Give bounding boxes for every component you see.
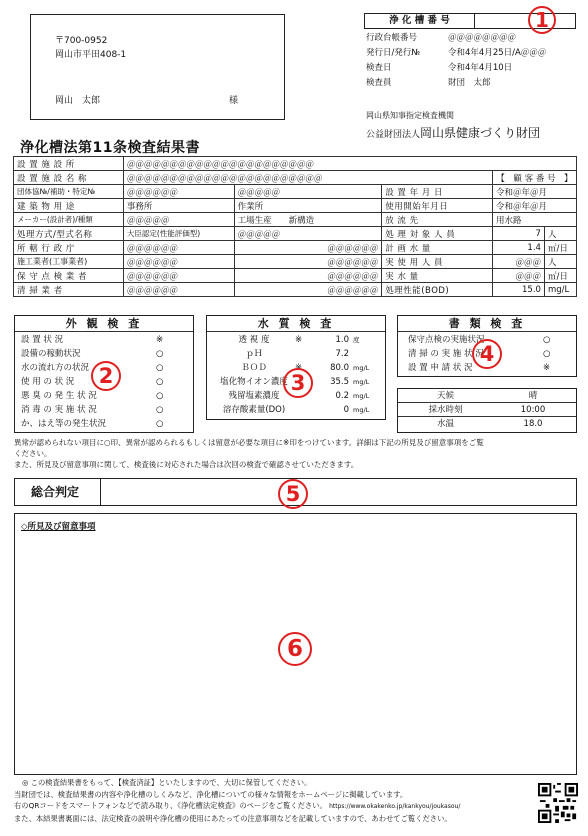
qr-code[interactable] xyxy=(538,783,578,823)
facility-row: 保 守 点 検 業 者 ＠＠＠＠＠＠ ＠＠＠＠＠＠ 実 水 量 ＠＠＠ ㎥/日 xyxy=(14,269,577,283)
address-box xyxy=(30,14,285,120)
visual-row: 設備の稼動状況 ○ xyxy=(21,349,164,359)
facility-table xyxy=(13,156,577,297)
weather-panel xyxy=(397,388,577,433)
marker-2: 2 xyxy=(91,361,121,391)
website-link[interactable]: https://www.okakenko.jp/kankyou/joukasou/ xyxy=(329,803,461,810)
facility-row: 所 轄 行 政 庁 ＠＠＠＠＠＠ ＠＠＠＠＠＠ 計 画 水 量 1.4 ㎥/日 xyxy=(14,241,577,255)
recipient-honorific: 様 xyxy=(229,96,239,106)
recipient-name: 岡山 太郎 xyxy=(55,96,101,106)
footer-text: ◎ この検査結果書をもって、【検査済証】といたしますので、大切に保管してください。 当財団では、検査結果書の内容や浄化槽のしくみなど、浄化槽についての様々な情報をホームページに掲載しています。 右のQRコードをスマートフォンなどで読み取り、《浄化槽法定検査》のページをご覧ください。 https://www.okakenko.jp/kankyou/joukasou/ また、本結果書裏面には、法定検査の説明や浄化槽の使用にあたっての注意事項などを記載していますので、あわせてご覧ください。 xyxy=(14,778,461,823)
visual-row: か、はえ等の発生状況 ○ xyxy=(21,419,164,429)
water-row: ＢＯＤ ※ 80.0 mg/L xyxy=(241,363,370,373)
water-row: ｐＨ 7.2 xyxy=(245,349,349,359)
agency-line: 岡山県知事指定検査機関 xyxy=(366,111,454,120)
water-row: 溶存酸素量(DO) 0 mg/L xyxy=(222,405,370,415)
weather-row: 採水時刻 10:00 xyxy=(398,403,576,417)
facility-row: 施工業者(工事業者) ＠＠＠＠＠＠ ＠＠＠＠＠＠ 実 使 用 人 員 ＠＠＠ 人 xyxy=(14,255,577,269)
customer-number-label: 【 顧 客 番 号 】 xyxy=(492,171,576,185)
document-inspection-title: 書 類 検 査 xyxy=(398,316,576,332)
visual-row: 悪 臭 の 発 生 状 況 ○ xyxy=(21,391,164,401)
visual-row: 水の流れ方の状況 ○ xyxy=(21,363,164,373)
water-quality-title: 水 質 検 査 xyxy=(207,316,385,332)
weather-row: 天候 晴 xyxy=(398,389,576,403)
weather-row: 水温 18.0 xyxy=(436,419,543,429)
facility-location-value: ＠＠＠＠＠＠＠＠＠＠＠＠＠＠＠＠＠＠＠＠＠＠ xyxy=(123,157,576,171)
visual-row: 設 置 状 況 ※ xyxy=(21,335,164,345)
facility-location-label: 設 置 施 設 所 xyxy=(14,157,124,171)
document-row: 保守点検の実施状況 ○ xyxy=(408,335,551,345)
tank-number-label: 浄 化 槽 番 号 xyxy=(365,14,475,28)
facility-row: メーカー(設計者)/種類 ＠＠＠＠＠ 工場生産 新構造 放 流 先 用水路 xyxy=(14,213,577,227)
header-row: 検査日 令和4年4月10日 xyxy=(366,63,513,73)
postal-code: 〒700-0952 xyxy=(55,36,108,46)
document-row: 清 掃 の 実 施 状 況 ○ xyxy=(408,349,551,359)
page-title: 浄化槽法第11条検査結果書 xyxy=(20,140,200,156)
facility-row: 団体協№/補助・特定№ ＠＠＠＠＠＠ ＠＠＠＠＠ 設 置 年 月 日 令和＠年＠月 xyxy=(14,185,577,199)
water-row: 残留塩素濃度 0.2 mg/L xyxy=(228,391,370,401)
marker-3: 3 xyxy=(283,368,313,398)
overall-judgement-label: 総合判定 xyxy=(15,479,101,505)
marker-6: 6 xyxy=(278,632,312,666)
marker-1: 1 xyxy=(528,6,556,34)
organization-name: 公益財団法人岡山県健康づくり財団 xyxy=(366,126,541,140)
marker-4: 4 xyxy=(472,339,502,369)
facility-row: 処理方式/型式名称 大臣認定(性能評価型) ＠＠＠＠＠ 処 理 対 象 人 員 7 人 xyxy=(14,227,577,241)
visual-inspection-title: 外 観 検 査 xyxy=(15,316,193,332)
water-row: 透 視 度 ※ 1.0 度 xyxy=(238,335,360,345)
facility-row: 清 掃 業 者 ＠＠＠＠＠＠ ＠＠＠＠＠＠ 処理性能(BOD) 15.0 mg/L xyxy=(14,283,577,297)
findings-label: ◇所見及び留意事項 xyxy=(21,522,96,532)
header-row: 発行日/発行№ 令和4年4月25日/A＠＠＠ xyxy=(366,48,547,58)
marker-5: 5 xyxy=(278,479,308,509)
visual-row: 消 毒 の 実 施 状 況 ○ xyxy=(21,405,164,415)
notes-text: 異常が認められない項目に○印、異常が認められるもしくは留意が必要な項目に※印をつけています。詳細は下記の所見及び留意事項をご覧 ください。 また、所見及び留意事項に関して、検査後に対応された場合は次回の検査で確認させていただきます。 xyxy=(14,438,484,469)
visual-row: 使 用 の 状 況 ○ xyxy=(21,377,164,387)
document-row: 設 置 申 請 状 況 ※ xyxy=(408,363,551,373)
water-row: 塩化物イオン濃度 35.5 mg/L xyxy=(220,377,370,387)
address-text: 岡山市平田408-1 xyxy=(55,50,127,60)
facility-row: 建 築 物 用 途 事務所 作業所 使用開始年月日 令和＠年＠月 xyxy=(14,199,577,213)
header-info-rows xyxy=(366,31,576,91)
header-row: 検査員 財団 太郎 xyxy=(366,78,491,88)
facility-name-value: ＠＠＠＠＠＠＠＠＠＠＠＠＠＠＠＠＠＠＠＠＠＠＠ xyxy=(123,171,492,185)
header-row: 行政台帳番号 ＠＠＠＠＠＠＠＠ xyxy=(366,33,517,43)
facility-name-label: 設 置 施 設 名 称 xyxy=(14,171,124,185)
